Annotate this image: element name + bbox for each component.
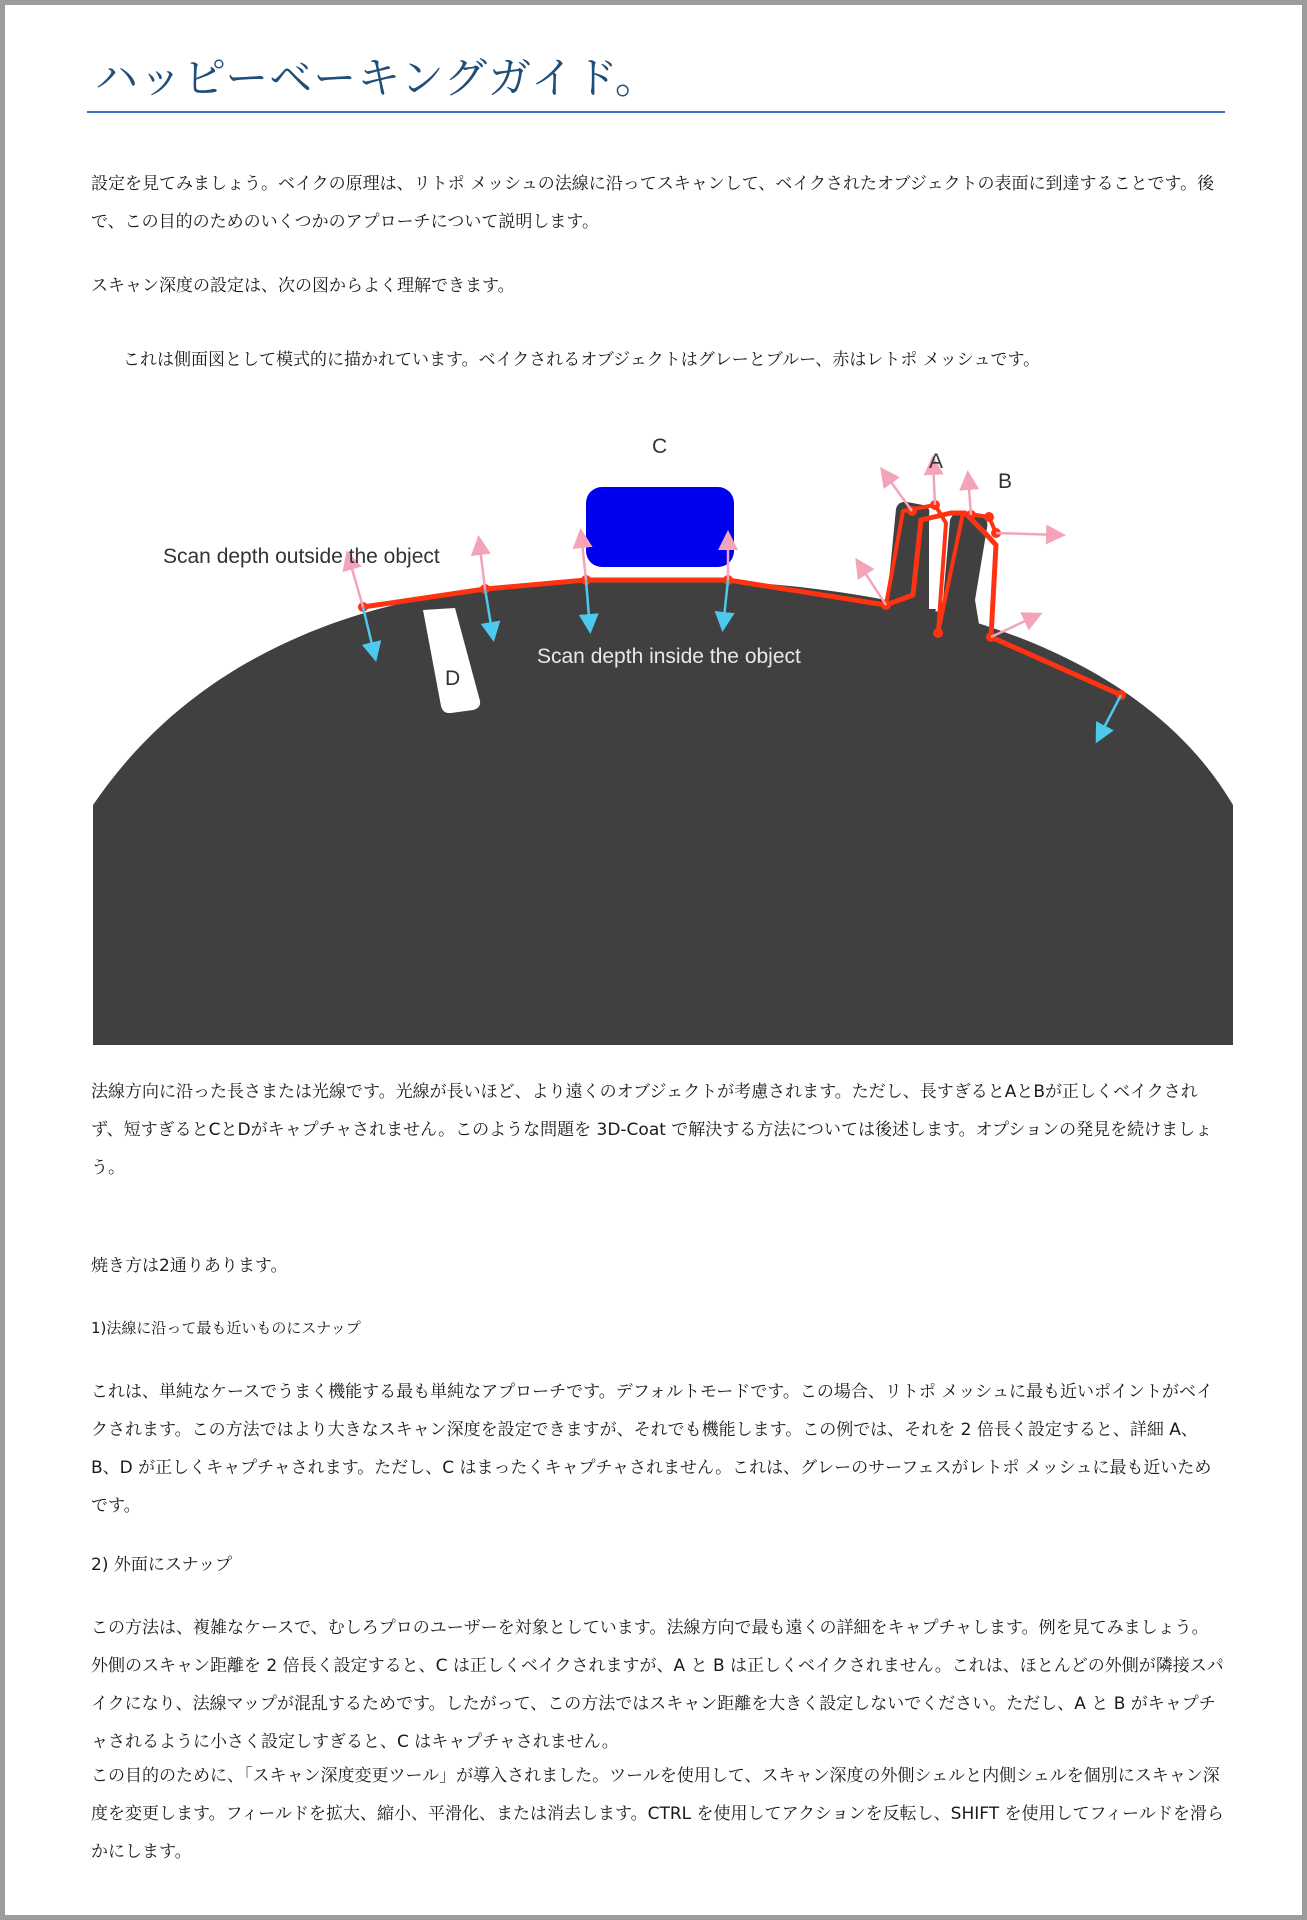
bake-methods-intro: 焼き方は2通りあります。 [91,1256,288,1276]
method-2-text-2: この目的のために、「スキャン深度変更ツール」が導入されました。ツールを使用して、スキャン深度の外側シェルと内側シェルを個別にスキャン深度を変更します。フィールドを拡大、縮小、平滑化、または消去します。CTRL を使用してアクションを反転し、SHIFT を使用してフィールドを滑らかにします。 [91,1766,1224,1862]
intro-paragraph-2: スキャン深度の設定は、次の図からよく理解できます。 [91,276,515,296]
intro-paragraph-1: 設定を見てみましょう。ベイクの原理は、リトポ メッシュの法線に沿ってスキャンして、ベイクされたオブジェクトの表面に到達することです。後で、この目的のためのいくつかのアプローチについて説明します。 [91,174,1215,232]
after-figure-paragraph: 法線方向に沿った長さまたは光線です。光線が長いほど、より遠くのオブジェクトが考慮されます。ただし、長すぎるとAとBが正しくベイクされず、短すぎるとCとDがキャプチャされません。このような問題を 3D-Coat で解決する方法については後述します。オプションの発見を続けましょう。 [91,1082,1213,1178]
label-c: C [652,435,668,458]
method-1-heading: 1)法線に沿って最も近いものにスナップ [91,1319,361,1337]
label-d: D [445,667,461,690]
intro-paragraph-3: これは側面図として模式的に描かれています。ベイクされるオブジェクトはグレーとブルー、赤はレトポ メッシュです。 [123,350,1041,370]
label-scan-outside: Scan depth outside the object [163,545,440,568]
label-a: A [929,450,944,473]
label-b: B [998,470,1013,493]
scan-depth-diagram [93,425,1233,1045]
blue-object-c [586,487,734,567]
page-title: ハッピーベーキングガイド。 [95,54,659,104]
method-1-text: これは、単純なケースでうまく機能する最も単純なアプローチです。デフォルトモードです。この場合、リトポ メッシュに最も近いポイントがベイクされます。この方法ではより大きなスキャン深度を設定できますが、それでも機能します。この例では、それを 2 倍長く設定すると、詳細 A、B、D が正しくキャプチャされます。ただし、C はまったくキャプチャされません。これは、グレーのサーフェスがレトポ メッシュに最も近いためです。 [91,1382,1213,1516]
label-scan-inside: Scan depth inside the object [537,645,801,668]
title-underline [87,111,1225,113]
method-2-text: この方法は、複雑なケースで、むしろプロのユーザーを対象としています。法線方向で最も遠くの詳細をキャプチャします。例を見てみましょう。外側のスキャン距離を 2 倍長く設定すると、C は正しくベイクされますが、A と B は正しくベイクされません。これは、ほとんどの外側が隣接スパイクになり、法線マップが混乱するためです。したがって、この方法ではスキャン距離を大きく設定しないでください。ただし、A と B がキャプチャされるように小さく設定しすぎると、C はキャプチャされません。 [91,1618,1224,1752]
method-2-heading: 2) 外面にスナップ [91,1555,233,1575]
